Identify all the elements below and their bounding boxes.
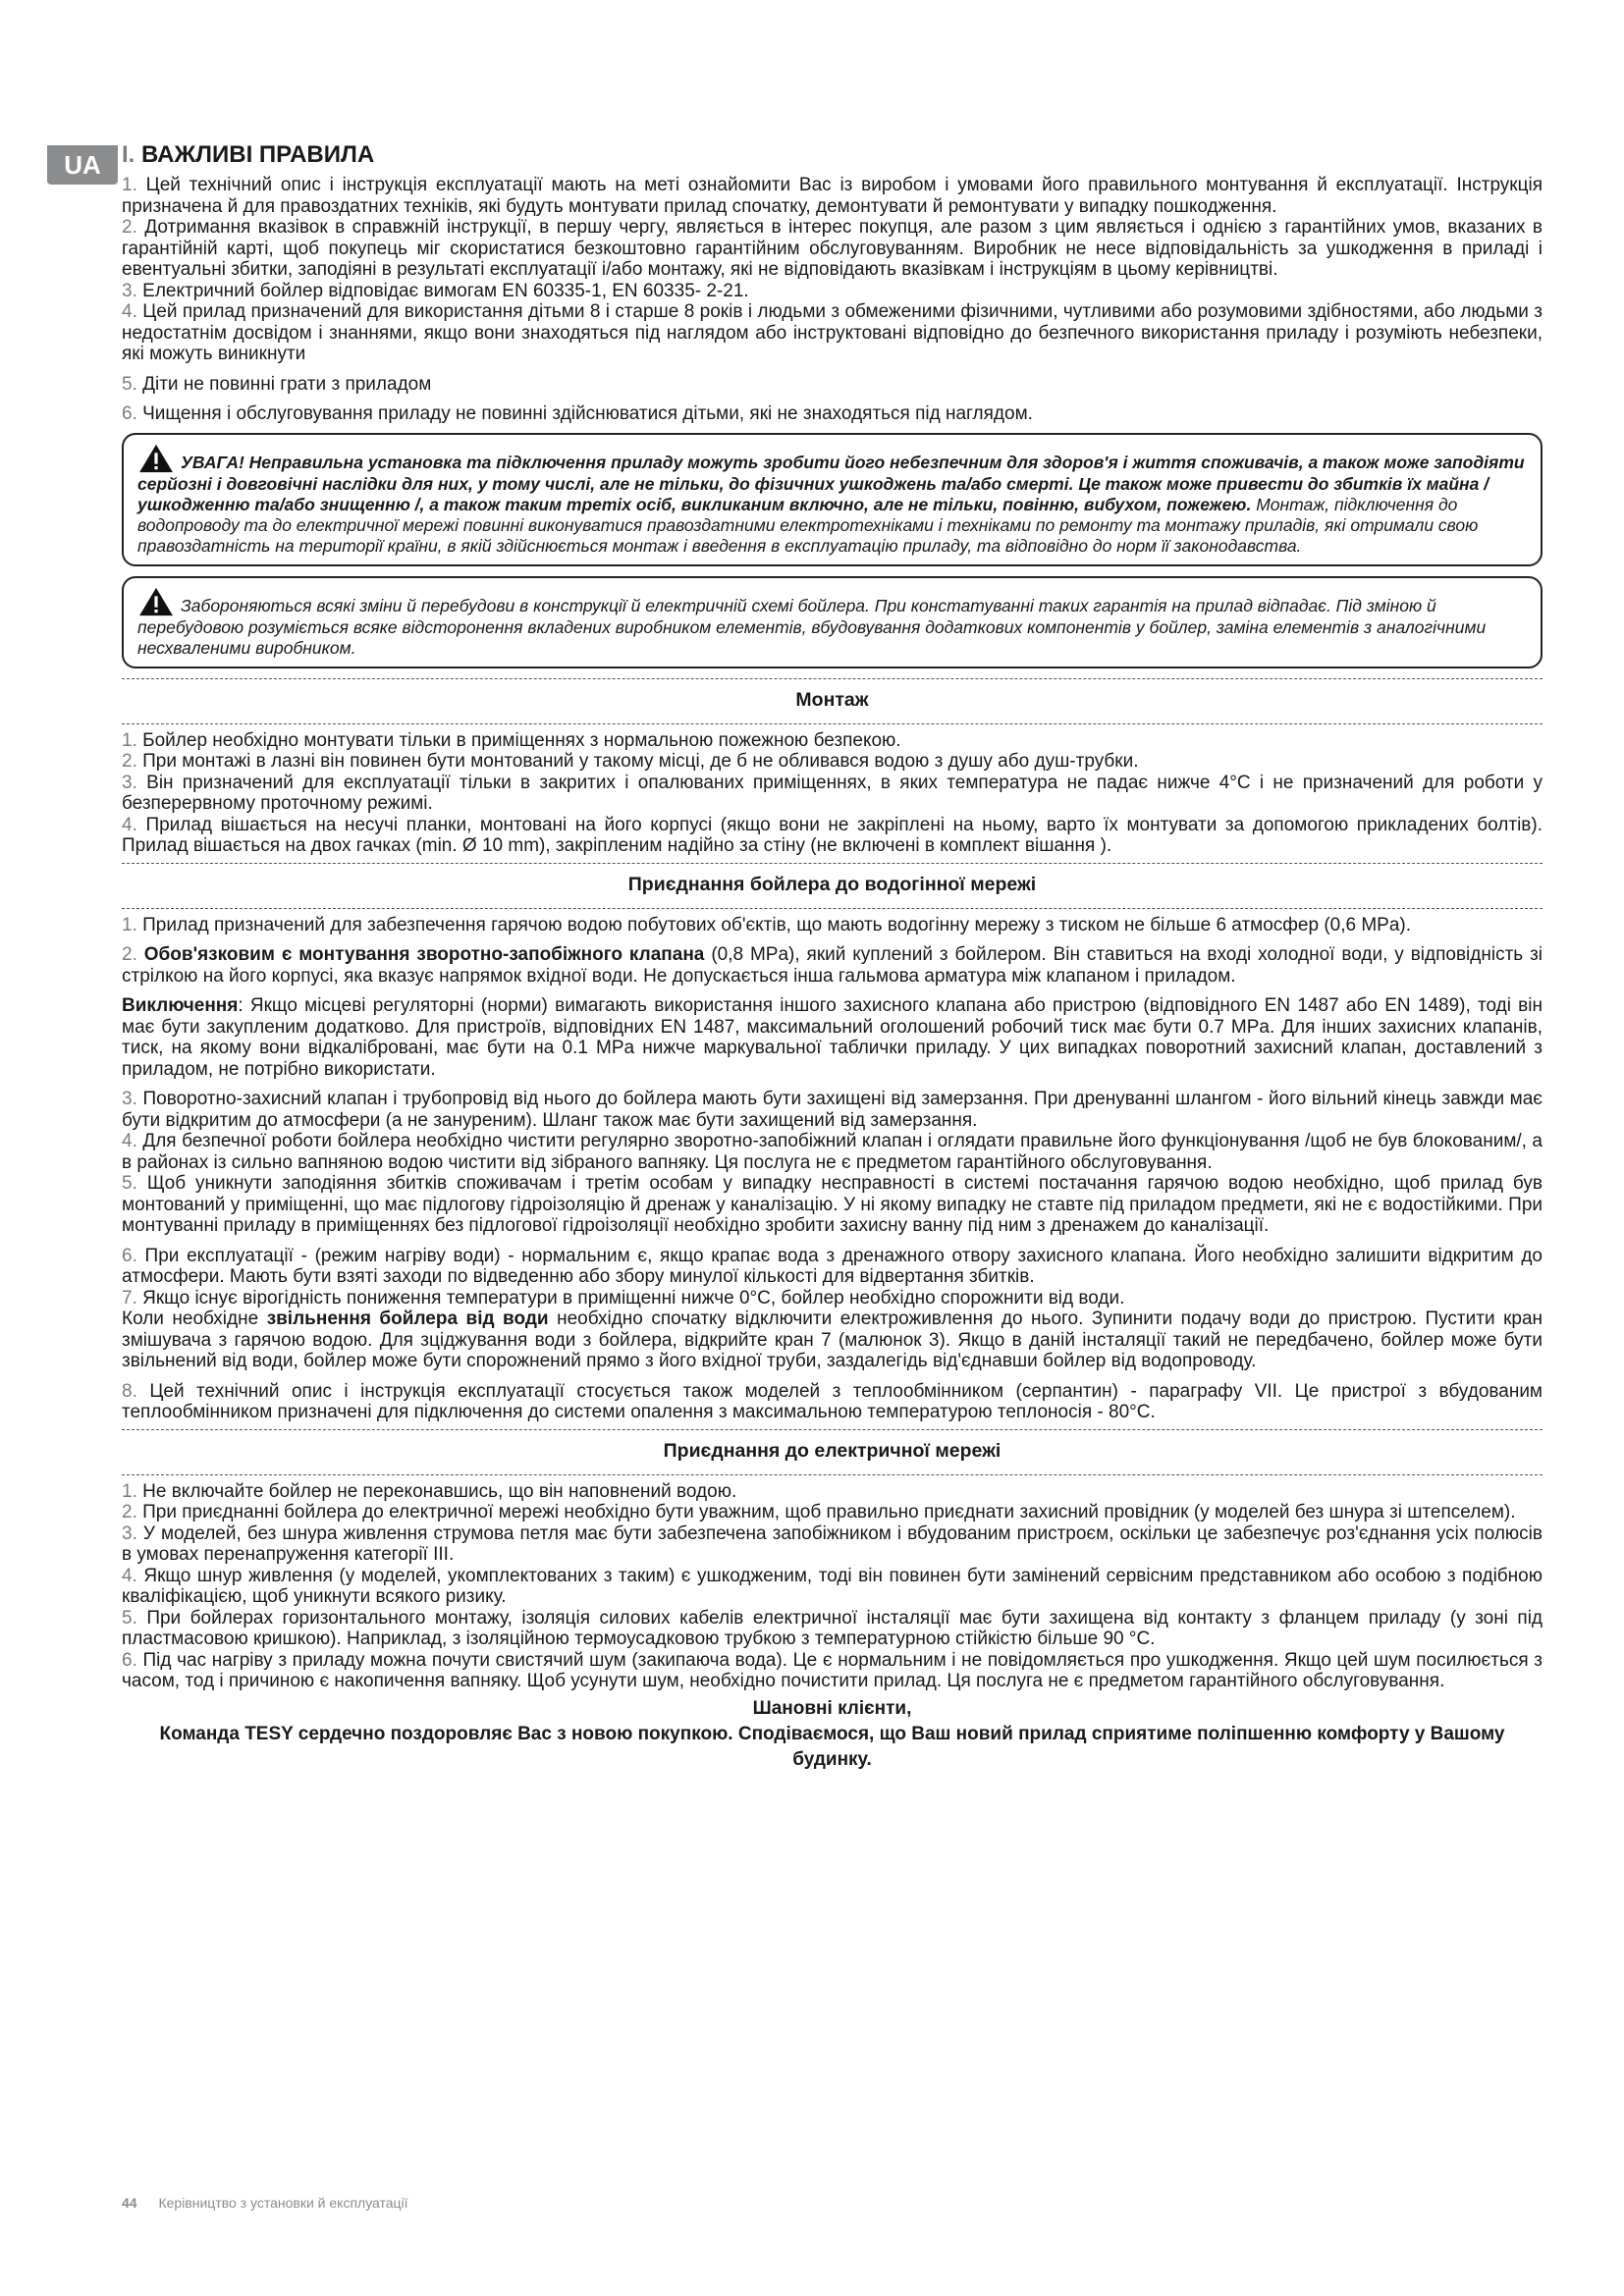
divider — [122, 908, 1543, 909]
intro-item-1: 1. Цей технічний опис і інструкція експлуатації мають на меті ознайомити Вас із виробом і умовами його правильного монтування й експлуатації. Інструкція призначена й для правоздатних техніків, які будуть монтувати прилад спочатку, демонтувати й ремонтувати у випадку пошкодження. — [122, 175, 1543, 217]
divider — [122, 1474, 1543, 1475]
warning-box-modification: Забороняються всякі зміни й перебудови в конструкції й електричній схемі бойлера. При констатуванні таких гарантія на прилад відпадає. Під зміною й перебудовою розуміється всяке відсторонення вкладених виробником елементів, вбудовування додаткових компонентів у бойлер, заміна елементів з аналогічними несхваленими виробником. — [122, 576, 1543, 668]
closing-message — [122, 1696, 1543, 1773]
closing-greeting: Шановні клієнти, — [752, 1697, 912, 1719]
section-title-montage: Монтаж — [795, 688, 869, 711]
intro-item-3: 3. Електричний бойлер відповідає вимогам EN 60335-1, EN 60335- 2-21. — [122, 280, 749, 301]
warning-triangle-icon — [137, 443, 175, 474]
section-title-electric: Приєднання до електричної мережі — [663, 1439, 1001, 1462]
warning-box-danger: УВАГА! Неправильна установка та підключення приладу можуть зробити його небезпечним для здоров'я і життя споживачів, а також може заподіяти серйозні і довговічні наслідки для них, у тому числі, але не тільки, до фізичних ушкоджень та/або смерті. Це також може привести до збитків їх майна /ушкодженню та/або знищенню /, а також таким третіх осіб, викликаним включно, але не тільки, повінню, вибухом, пожежею. Монтаж, підключення до водопроводу та до електричної мережі повинні виконуватися правоздатними електротехніками і техніками по ремонту та монтажу приладів, які отримали свою правоздатність на території країни, в якій здійснюється монтаж і введення в експлуатацію приладу, та відповідно до норм її законодавства. — [122, 433, 1543, 566]
warning-triangle-icon — [137, 586, 175, 617]
divider — [122, 678, 1543, 679]
electric-item-6: 6. Під час нагріву з приладу можна почути свистячий шум (закипаюча вода). Це є нормальним і не повідомляється про ушкодження. Якщо цей шум посилюється з часом, тод і причиною є накопичення вапняку. Щоб усунути шум, необхідно почистити прилад. Ця послуга не є предметом гарантійного обслуговування. — [122, 1649, 1543, 1691]
water-exception: Виключення: Якщо місцеві регуляторні (норми) вимагають використання іншого захисного клапана або пристрою (відповідного EN 1487 або EN 1489), тоді він має бути закупленим додатково. Для пристроїв, відповідних EN 1487, максимальний оголошений робочий тиск має бути 0.7 MPa. Для інших захисних клапанів, тиск, на якому вони відкалібровані, має бути на 0.1 MPa нижче маркувальної таблички приладу. У цих випадках поворотний захисний клапан, доставлений з приладом, не потрібно використати. — [122, 995, 1543, 1080]
page-title: I. ВАЖЛИВІ ПРАВИЛА — [122, 141, 375, 168]
section-title-water: Приєднання бойлера до водогінної мережі — [627, 873, 1037, 895]
intro-item-2: 2. Дотримання вказівок в справжній інструкції, в першу чергу, являється в інтерес покупця, але разом з цим являється і однією з гарантійних умов, вказаних в гарантійній карті, щоб покупець міг скористатися безкоштовно гарантійним обслуговуванням. Виробник не несе відповідальність за ушкодження в приладі і евентуальні збитки, заподіяні в результаті експлуатації і/або монтажу, які не відповідають вказівкам і інструкціям в цьому керівництві. — [122, 217, 1543, 280]
electric-item-1: 1. Не включайте бойлер не переконавшись, що він наповнений водою. — [122, 1480, 737, 1502]
montage-item-4: 4. Прилад вішається на несучі планки, монтовані на його корпусі (якщо вони не закріплені на ньому, варто їх монтувати за допомогою прикладених болтів). Прилад вішається на двох гачках (min. Ø 10 mm), закріпленим надійно за стіну (не включені в комплект вішання ). — [122, 814, 1543, 856]
closing-text: Команда TESY сердечно поздоровляє Вас з новою покупкою. Сподіваємося, що Ваш новий прилад сприятиме поліпшенню комфорту у Вашому будинку. — [159, 1723, 1505, 1770]
page-footer — [122, 2195, 408, 2211]
water-item-2: 2. Обов'язковим є монтування зворотно-запобіжного клапана (0,8 MPa), який куплений з бойлером. Він ставиться на вході холодної води, у відповідність зі стрілкою на його корпусі, яка вказує напрямок вхідної води. Не допускається інша гальмова арматура між клапаном і приладом. — [122, 944, 1543, 987]
intro-item-5: 5. Діти не повинні грати з приладом — [122, 373, 432, 395]
page-number: 44 — [122, 2195, 137, 2211]
montage-item-3: 3. Він призначений для експлуатації тільки в закритих і опалюваних приміщеннях, в яких температура не падає нижче 4°С і не призначений для роботи у безперервному проточному режимі. — [122, 772, 1543, 814]
intro-item-6: 6. Чищення і обслуговування приладу не повинні здійснюватися дітьми, які не знаходяться під наглядом. — [122, 403, 1033, 424]
language-tab: UA — [47, 145, 118, 185]
montage-item-2: 2. При монтажі в лазні він повинен бути монтований у такому місці, де б не обливався водою з душу або душ-трубки. — [122, 751, 1139, 772]
electric-item-4: 4. Якщо шнур живлення (у моделей, укомплектованих з таким) є ушкодженим, тоді він повинен бути замінений сервісним представником або особою з подібною кваліфікацією, щоб уникнути всякого ризику. — [122, 1565, 1543, 1607]
water-drain: Коли необхідне звільнення бойлера від води необхідно спочатку відключити електроживлення до нього. Зупинити подачу води до пристрою. Пустити кран змішувача з гарячою водою. Для зціджування води з бойлера, відкрийте кран 7 (малюнок 3). Якщо в даній інсталяції такий не передбачено, бойлер може бути звільнений від води, бойлер може бути спорожнений прямо з його вхідної труби, заздалегідь від'єднавши бойлер від водопроводу. — [122, 1308, 1543, 1371]
divider — [122, 863, 1543, 864]
electric-item-5: 5. При бойлерах горизонтального монтажу, ізоляція силових кабелів електричної інсталяції має бути захищена від контакту з фланцем приладу (у зоні під пластмасовою кришкою). Наприклад, з ізоляційною термоусадковою трубкою з температурною стійкістю більше 90 °С. — [122, 1607, 1543, 1649]
water-item-5: 5. Щоб уникнути заподіяння збитків споживачам і третім особам у випадку несправності в системі постачання гарячою водою необхідно, щоб прилад був монтований у приміщенні, що має підлогову гідроізоляцію й дренаж у каналізацію. У ні якому випадку не ставте під приладом предмети, які не є водостійкими. При монтуванні приладу в приміщеннях без підлогової гідроізоляції необхідно зробити захисну ванну під ним з дренажем до каналізації. — [122, 1173, 1543, 1236]
document-body — [122, 141, 1543, 1773]
divider — [122, 1429, 1543, 1430]
footer-text: Керівництво з установки й експлуатації — [158, 2195, 408, 2211]
water-item-3: 3. Поворотно-захисний клапан і трубопровід від нього до бойлера мають бути захищені від замерзання. При дренуванні шлангом - його вільний кінець завжди має бути відкритим до атмосфери (а не зануреним). Шланг також має бути захищений від замерзання. — [122, 1089, 1543, 1131]
water-item-1: 1. Прилад призначений для забезпечення гарячою водою побутових об'єктів, що мають водогінну мережу з тиском не більше 6 атмосфер (0,6 MPa). — [122, 914, 1412, 935]
montage-item-1: 1. Бойлер необхідно монтувати тільки в приміщеннях з нормальною пожежною безпекою. — [122, 729, 901, 751]
water-item-8: 8. Цей технічний опис і інструкція експлуатації стосується також моделей з теплообмінником (серпантин) - параграфу VII. Це пристрої з вбудованим теплообмінником призначені для підключення до системи опалення з максимальною температурою теплоносія - 80°С. — [122, 1380, 1543, 1422]
intro-item-4: 4. Цей прилад призначений для використання дітьми 8 і старше 8 років і людьми з обмеженими фізичними, чутливими або розумовими здібностями, або людьми з недостатнім досвідом і знаннями, якщо вони знаходяться під наглядом або інструктовані відповідно до безпечного використання приладу і розуміють небезпеки, які можуть виникнути — [122, 301, 1543, 364]
water-item-6: 6. При експлуатації - (режим нагріву води) - нормальним є, якщо крапає вода з дренажного отвору захисного клапана. Його необхідно залишити відкритим до атмосфери. Мають бути взяті заходи по відведенню або збору минулої кількості для відвертання збитків. — [122, 1245, 1543, 1287]
water-item-7: 7. Якщо існує вірогідність пониження температури в приміщенні нижче 0°С, бойлер необхідно спорожнити від води. — [122, 1287, 1125, 1308]
electric-item-3: 3. У моделей, без шнура живлення струмова петля має бути забезпечена запобіжником і вбудованим пристроєм, оскільки це забезпечує роз'єднання усіх полюсів в умовах перенапруження категорії III. — [122, 1522, 1543, 1565]
electric-item-2: 2. При приєднанні бойлера до електричної мережі необхідно бути уважним, щоб правильно приєднати захисний провідник (у моделей без шнура зі штепселем). — [122, 1502, 1516, 1522]
water-item-4: 4. Для безпечної роботи бойлера необхідно чистити регулярно зворотно-запобіжний клапан і оглядати правильне його функціонування /щоб не був блокованим/, а в районах із сильно вапняною водою чистити від зібраного вапняку. Ця послуга не є предметом гарантійного обслуговування. — [122, 1131, 1543, 1173]
divider — [122, 723, 1543, 724]
